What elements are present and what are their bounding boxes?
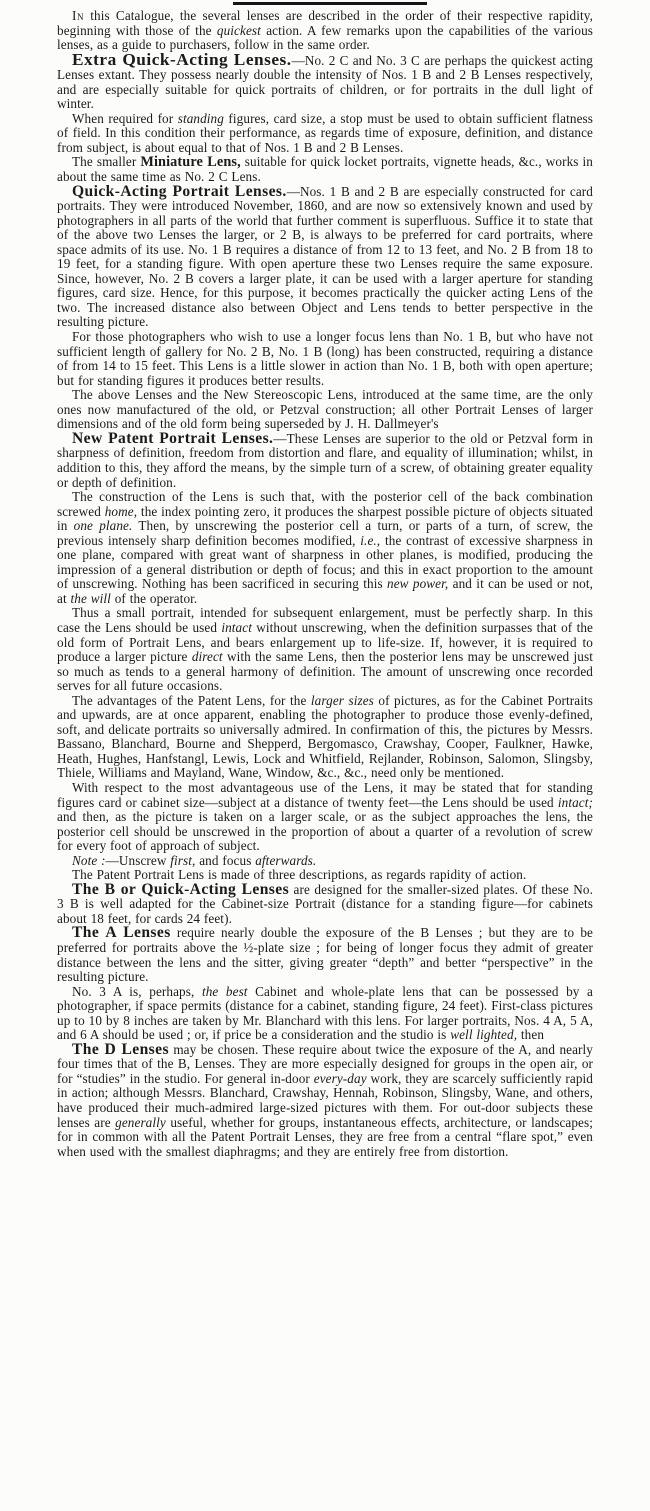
paragraph bbox=[57, 1040, 593, 1159]
text-run: the will bbox=[70, 590, 111, 606]
section-heading: Extra Quick-Acting Lenses. bbox=[72, 49, 292, 69]
text-run: Miniature Lens, bbox=[140, 154, 241, 171]
paragraph bbox=[57, 155, 593, 184]
text-run: i.e., bbox=[360, 532, 381, 548]
text-run: and then, as the picture is taken on a larger scale, or as the subject approaches the lens, the posterior cell should be unscrewed in the proportion of about a quarter of a revolution of screw for every foot of approach of subject. bbox=[57, 809, 593, 854]
paragraph bbox=[57, 781, 593, 854]
text-run: and focus bbox=[195, 852, 256, 868]
text-run: then bbox=[517, 1027, 545, 1043]
text-run: The construction of the Lens is such that, with the posterior cell of the back combination screwed bbox=[57, 489, 593, 519]
text-run: work, they are scarcely sufficiently rapid in action; although Messrs. Blanchard, Crawshay, Hennah, Robinson, Slingsby, Wane, and others, have produced their much-admired large-sized pictures with them. For out-door subjects these lenses are bbox=[57, 1070, 593, 1130]
paragraph bbox=[57, 49, 593, 112]
text-run: Cabinet and whole-plate lens that can be possessed by a photographer, if space permits (distance for a cabinet, standing figure, 24 feet). First-class pictures up to 10 by 8 inches are taken by Mr. Blanchard with this lens. For larger portraits, Nos. 4 A, 5 A, and 6 A should be used ; or, if price be a consideration and the studio is bbox=[57, 983, 593, 1043]
section-heading: Quick-Acting Portrait Lenses. bbox=[72, 182, 287, 200]
text-run: —Nos. 1 B and 2 B are especially constructed for card portraits. They were introduced November, 1860, and are now so extensively known and used by photographers in all parts of the world that further comment is superfluous. Suffice it to state that of the above two Lenses the larger, or 2 B, is always to be preferred for card portraits, where space admits of its use. No. 1 B requires a distance of from 12 to 13 feet, and No. 2 B from 18 to 19 feet, for a standing figure. With open aperture these two Lenses require the same exposure. Since, however, No. 2 B covers a larger plate, it can be used with a larger aperture for standing figures, card size. Hence, for this purpose, it becomes practically the quicker acting Lens of the two. The increased distance also between Object and Lens tends to better perspective in the resulting picture. bbox=[57, 183, 593, 330]
text-run: with the same Lens, then the posterior lens may be unscrewed just so much as tends to a general harmony of definition. The amount of unscrewing once recorded serves for all future occasions. bbox=[57, 649, 593, 694]
text-run: of pictures, as for the Cabinet Portraits and upwards, are at once apparent, enabling the photographer to produce those evenly-defined, soft, and delicate portraits so universally admired. In confirmation of this, the pictures by Messrs. Bassano, Blanchard, Bourne and Shepperd, Bergomasco, Crawshay, Cooper, Faulkner, Hawke, Heath, Hughes, Hanfstangl, Lewis, Lock and Whitfield, Rejlander, Robinson, Salomon, Slingsby, Thiele, Williams and Mayland, Wane, Window, &c., &c., need only be mentioned. bbox=[57, 692, 593, 781]
text-run: The advantages of the Patent Lens, for the bbox=[72, 692, 311, 708]
section-heading: The A Lenses bbox=[72, 924, 171, 942]
text-run: the contrast of excessive sharpness in one plane, compared with great want of sharpness in other planes, is modified, producing the impression of a general distribution or depth of focus; and this in exact proportion to the amount of unscrewing. Nothing has been sacrificed in securing this bbox=[57, 532, 593, 592]
paragraph bbox=[57, 694, 593, 781]
text-run: every-day bbox=[313, 1070, 367, 1086]
text-run: Then, by unscrewing the posterior cell a turn, or parts of a turn, of screw, the previous intensely sharp definition becomes modified, bbox=[57, 518, 593, 548]
paragraph bbox=[57, 9, 593, 53]
paragraph bbox=[57, 388, 593, 432]
paragraph bbox=[57, 429, 593, 490]
text-run: home, bbox=[104, 503, 138, 519]
text-run: generally bbox=[115, 1114, 166, 1130]
section-heading: The B or Quick-Acting Lenses bbox=[72, 880, 290, 898]
paragraph bbox=[57, 112, 593, 156]
text-run: new power, bbox=[387, 576, 449, 592]
text-run: standing bbox=[177, 110, 224, 126]
section-heading: The D Lenses bbox=[72, 1040, 169, 1058]
text-run: this Catalogue, the several lenses are described in the order of their respective rapidity, beginning with those of the bbox=[57, 8, 593, 38]
text-run: require nearly double the exposure of the B Lenses ; but they are to be preferred for portraits above the ½-plate size ; for being of longer focus they admit of greater distance between the lens and the sitter, giving greater “depth” and better “perspective” in the resulting picture. bbox=[57, 925, 593, 985]
text-run: afterwards. bbox=[255, 852, 317, 868]
paragraph bbox=[57, 880, 593, 927]
text-run: are designed for the smaller-sized plates. Of these No. 3 B is well adapted for the Cabinet-size Portrait (distance for a standing figure—for cabinets about 18 feet, for cards 24 feet). bbox=[57, 881, 593, 926]
text-run: larger sizes bbox=[310, 692, 374, 708]
text-run: intact; bbox=[557, 794, 593, 810]
text-run: Thus a small portrait, intended for subsequent enlargement, must be perfectly sharp. In this case the Lens should be used bbox=[57, 605, 593, 635]
text-run: useful, whether for groups, instantaneous effects, architecture, or landscapes; for in common with all the Patent Portrait Lenses, they are free from a central “flare spot,” even when used with the smallest diaphragms; and they are entirely free from distortion. bbox=[57, 1114, 593, 1159]
paragraph bbox=[57, 854, 593, 869]
text-run: —No. 2 C and No. 3 C are perhaps the quickest acting Lenses extant. They possess nearly double the intensity of Nos. 1 B and 2 B Lenses respectively, and are especially suitable for quick portraits of children, or for portraits in the dull light of winter. bbox=[57, 52, 593, 112]
text-run: When required for bbox=[72, 110, 178, 126]
text-run: one plane. bbox=[73, 518, 133, 534]
text-run: With respect to the most advantageous use of the Lens, it may be stated that for standing figures card or cabinet size—subject at a distance of twenty feet—the Lens should be used bbox=[57, 779, 593, 810]
paragraph bbox=[57, 985, 593, 1043]
text-run: first, bbox=[170, 852, 196, 868]
text-run: Note : bbox=[72, 852, 106, 868]
section-heading: New Patent Portrait Lenses. bbox=[72, 429, 274, 447]
header-rule bbox=[233, 2, 427, 5]
paragraph bbox=[57, 606, 593, 693]
paragraph bbox=[57, 490, 593, 606]
text-run: intact bbox=[221, 619, 252, 635]
text-run: In bbox=[72, 8, 85, 23]
text-run: the index pointing zero, it produces the sharpest possible picture of objects situated in bbox=[57, 503, 593, 534]
document-body bbox=[57, 9, 593, 1159]
text-run: well lighted, bbox=[450, 1027, 518, 1043]
text-run: The smaller bbox=[72, 154, 141, 170]
text-run: direct bbox=[191, 649, 223, 665]
paragraph bbox=[57, 330, 593, 388]
text-run: action. A few remarks upon the capabilities of the various lenses, as a guide to purchasers, follow in the same order. bbox=[57, 22, 594, 53]
text-run: quickest bbox=[216, 22, 261, 38]
text-run: suitable for quick locket portraits, vignette heads, &c., works in about the same time as No. 2 C Lens. bbox=[57, 154, 593, 185]
text-run: without unscrewing, when the definition surpasses that of the old form of Portrait Lens, and bears enlargement up to life-size. If, however, it is required to produce a larger picture bbox=[57, 619, 593, 665]
text-run: figures, card size, a stop must be used to obtain sufficient flatness of field. In this condition their performance, as regards time of exposure, definition, and distance from subject, is about equal to that of Nos. 1 B and 2 B Lenses. bbox=[57, 110, 593, 155]
text-run: —Unscrew bbox=[105, 852, 171, 868]
text-run: of the operator. bbox=[110, 590, 198, 606]
text-run: The above Lenses and the New Stereoscopic Lens, introduced at the same time, are the only ones now manufactured of the old, or Petzval construction; all other Portrait Lenses of larger dimensions and of the old form being superseded by J. H. Dallmeyer's bbox=[57, 387, 593, 432]
text-run: —These Lenses are superior to the old or Petzval form in sharpness of definition, freedom from distortion and flare, and equality of illumination; whilst, in addition to this, they afford the means, by the simple turn of a screw, of obtaining greater equality or depth of definition. bbox=[57, 430, 593, 490]
paragraph bbox=[57, 926, 593, 984]
paragraph bbox=[57, 182, 593, 330]
text-run: The Patent Portrait Lens is made of three descriptions, as regards rapidity of action. bbox=[72, 867, 527, 883]
text-run: For those photographers who wish to use a longer focus lens than No. 1 B, but who have not sufficient length of gallery for No. 2 B, No. 1 B (long) has been constructed, requiring a distance of from 14 to 15 feet. This Lens is a little slower in action than No. 1 B, both with open aperture; but for standing figures it produces better results. bbox=[57, 329, 593, 388]
text-run: No. 3 A is, perhaps, bbox=[72, 983, 202, 999]
text-run: and it can be used or not, at bbox=[57, 576, 593, 606]
text-run: the best bbox=[201, 983, 248, 999]
text-run: may be chosen. These require about twice the exposure of the A, and nearly four times that of the B, Lenses. They are more especially designed for groups in the open air, or for “studies” in the studio. For general in-door bbox=[57, 1041, 593, 1086]
